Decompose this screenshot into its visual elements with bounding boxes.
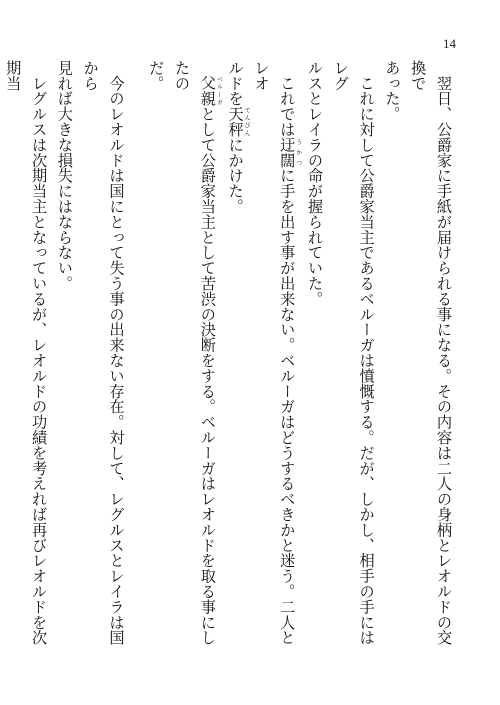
vertical-text-block <box>0 60 456 660</box>
paragraph-2: これに対して公爵家当主であるベルーガは憤慨する。だが、しかし、相手の手にはレグ ルスとレイラの命が握られていた。 <box>306 60 376 646</box>
ruby-1: 天秤てんびん <box>226 106 251 138</box>
ruby-2: 父親ベルーガ <box>198 75 223 107</box>
page-number: 14 <box>443 36 456 51</box>
paragraph-4: 父親ベルーガとして公爵家当主として苦渋の決断をする。ベルーガはレオルドを取る事にしたの だ。 <box>147 60 223 646</box>
paragraph-6: レグルスは次期当主となっているが、レオルドの功績を考えれば再びレオルドを次期当 <box>4 60 49 646</box>
paragraph-3 <box>222 60 301 660</box>
ruby-0: 迂闊うかつ <box>278 137 302 168</box>
paragraph-5: 今のレオルドは国にとって失う事の出来ない存在。対して、レグルスとレイラは国から 見れば大きな損失にはならない。 <box>55 60 126 646</box>
paragraph-1: 翌日、公爵家に手紙が届けられる事になる。その内容は二人の身柄とレオルドの交換で あった。 <box>383 60 453 646</box>
paragraph-3-text: これでは迂闊うかつに手を出す事が出来ない。ベルーガはどうするべきかと迷う。二人とレオ ルドを天秤てんびんにかけた。 <box>226 60 302 646</box>
paragraph-gap <box>128 60 142 660</box>
